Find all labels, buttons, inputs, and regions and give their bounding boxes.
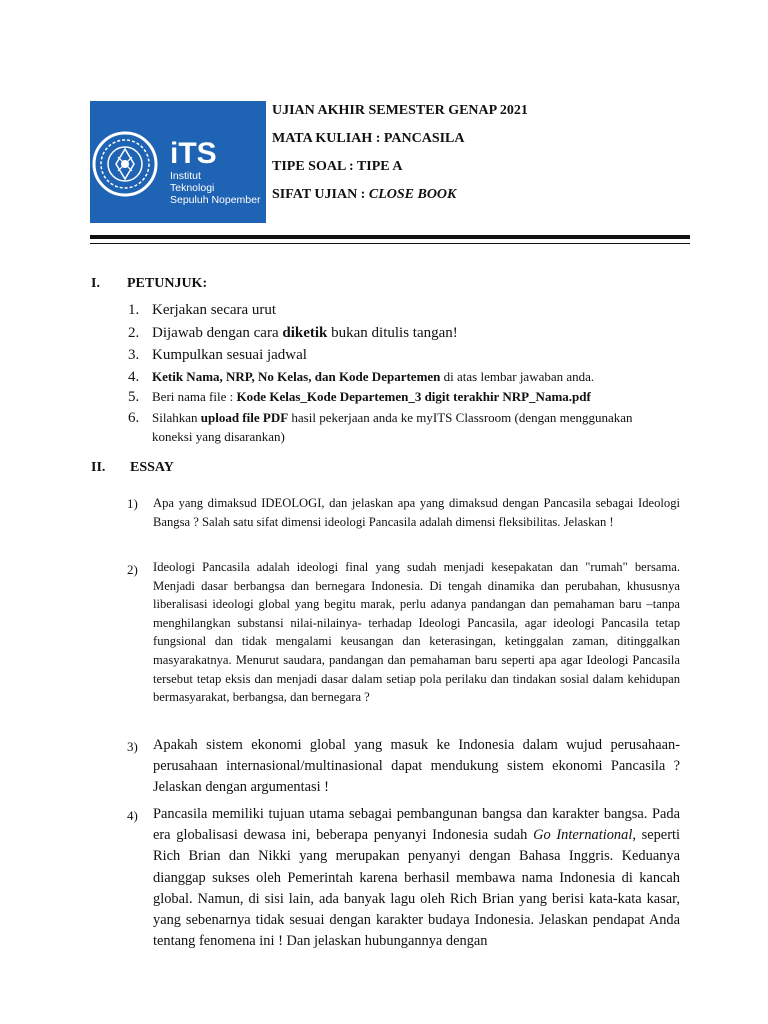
- exam-nature-label: SIFAT UJIAN :: [272, 187, 369, 202]
- section-title: PETUNJUK:: [127, 276, 208, 291]
- logo-line3: Sepuluh Nopember: [170, 194, 261, 206]
- question-text: Pancasila memiliki tujuan utama sebagai pembangunan bangsa dan karakter bangsa. Pada era globalisasi dewasa ini, beberapa penyanyi Indonesia sudah Go International, seperti Rich Brian dan Nikki yang merupakan penyanyi dengan Bahasa Inggris. Keduanya dianggap sukses oleh Pemerintah karena berhasil membawa nama Indonesia di kancah global. Namun, di sisi lain, ada banyak lagu oleh Rich Brian yang berisi kata-kata kasar, yang sebenarnya tidak sesuai dengan karakter budaya Indonesia. Jelaskan pendapat Anda tentang fenomena ini ! Dan jelaskan hubungannya dengan: [153, 806, 680, 950]
- list-item: 2. Dijawab dengan cara diketik bukan ditulis tangan!: [128, 325, 458, 341]
- logo-line2: Teknologi: [170, 182, 215, 194]
- its-logo: [90, 101, 266, 223]
- list-item: 6. Silahkan upload file PDF hasil pekerjaan anda ke myITS Classroom (dengan menggunakan: [128, 410, 633, 426]
- question-number: 1): [127, 496, 138, 511]
- question-type: TIPE SOAL : TIPE A: [272, 159, 403, 174]
- section-number: I.: [91, 276, 100, 291]
- question-text: Ideologi Pancasila adalah ideologi final yang sudah menjadi kesepakatan dan "rumah" bersama. Menjadi dasar berbangsa dan bernegara Indonesia. Di tengah dinamika dan perubahan, khususnya liberalisasi ideologi global yang begitu marak, perlu adanya pandangan dan pemahaman baru –tanpa menghilangkan substansi nilai-nilainya- terhadap Ideologi Pancasila, agar ideologi Pancasila tetap fungsional dan tidak mengalami keusangan dan keterasingan, ketinggalan zaman, ditinggalkan masyarakatnya. Menurut saudara, pandangan dan pemahaman baru seperti apa agar Ideologi Pancasila tersebut tetap eksis dan menjadi dasar dalam setiap pola perilaku dan tindakan sosial dalam kehidupan bermasyarakat, berbangsa, dan bernegara ?: [153, 560, 680, 705]
- list-item: 3. Kumpulkan sesuai jadwal: [128, 347, 307, 363]
- exam-title: UJIAN AKHIR SEMESTER GENAP 2021: [272, 103, 528, 118]
- question-text: Apakah sistem ekonomi global yang masuk ke Indonesia dalam wujud perusahaan-perusahaan internasional/multinasional dapat mendukung sistem ekonomi Pancasila ? Jelaskan dengan argumentasi !: [153, 737, 680, 796]
- list-item: 1. Kerjakan secara urut: [128, 302, 277, 318]
- header-rule-thick: [90, 235, 690, 239]
- logo-line1: Institut: [170, 170, 201, 182]
- list-item-continuation: koneksi yang disarankan): [152, 429, 285, 444]
- exam-nature: [272, 187, 456, 203]
- list-item: 4. Ketik Nama, NRP, No Kelas, dan Kode Departemen di atas lembar jawaban anda.: [128, 369, 595, 385]
- question-text: Apa yang dimaksud IDEOLOGI, dan jelaskan apa yang dimaksud dengan Pancasila sebagai Ideologi Bangsa ? Salah satu sifat dimensi ideologi Pancasila adalah dimensi fleksibilitas. Jelaskan !: [153, 496, 680, 529]
- question-number: 3): [127, 739, 138, 754]
- list-item: 5. Beri nama file : Kode Kelas_Kode Departemen_3 digit terakhir NRP_Nama.pdf: [128, 389, 591, 405]
- question-number: 4): [127, 808, 138, 823]
- exam-nature-value: CLOSE BOOK: [368, 187, 457, 202]
- section-number: II.: [91, 460, 106, 475]
- course-name: MATA KULIAH : PANCASILA: [272, 131, 465, 146]
- logo-brand: iTS: [170, 137, 217, 170]
- question-number: 2): [127, 562, 138, 577]
- header-rule-thin: [90, 243, 690, 244]
- section-title: ESSAY: [130, 460, 174, 475]
